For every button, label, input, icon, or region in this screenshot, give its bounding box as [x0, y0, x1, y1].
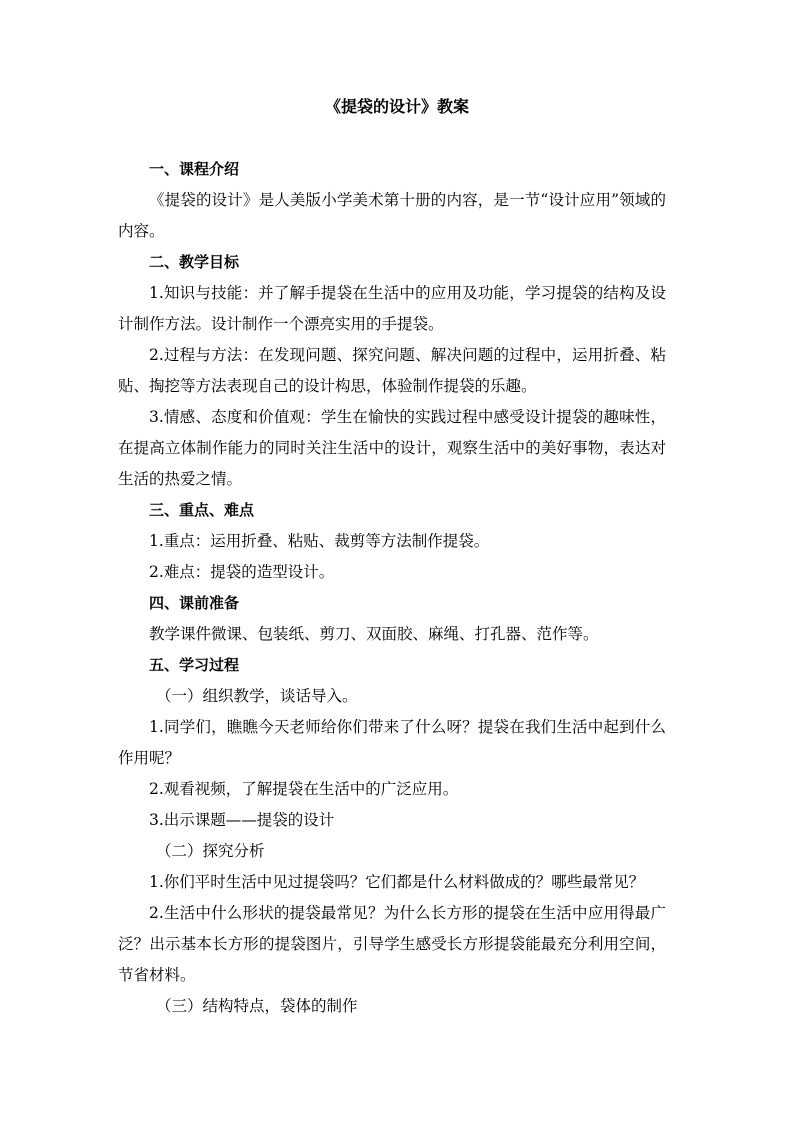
paragraph: 2.难点：提袋的造型设计。 — [149, 563, 335, 581]
section-heading-goals: 二、教学目标 — [149, 253, 240, 271]
paragraph: 3.情感、态度和价值观：学生在愉快的实践过程中感受设计提袋的趣味性，在提高立体制作能力的同时关注生活中的设计，观察生活中的美好事物，表达对生活的热爱之情。 — [118, 408, 666, 488]
subsection-heading: （二）探究分析 — [156, 842, 265, 860]
paragraph: 1.同学们，瞧瞧今天老师给你们带来了什么呀？提袋在我们生活中起到什么作用呢？ — [118, 718, 666, 767]
document-body — [118, 154, 666, 1022]
document-title: 《提袋的设计》教案 — [324, 97, 469, 116]
paragraph: 2.生活中什么形状的提袋最常见？为什么长方形的提袋在生活中应用得最广泛？出示基本长方形的提袋图片，引导学生感受长方形提袋能最充分利用空间，节省材料。 — [118, 904, 666, 984]
section-heading-intro: 一、课程介绍 — [149, 160, 240, 178]
paragraph: 1.知识与技能：并了解手提袋在生活中的应用及功能，学习提袋的结构及设计制作方法。设计制作一个漂亮实用的手提袋。 — [118, 284, 666, 333]
section-heading-keypoints: 三、重点、难点 — [149, 501, 255, 519]
paragraph: 1.重点：运用折叠、粘贴、裁剪等方法制作提袋。 — [149, 532, 490, 550]
paragraph: 3.出示课题——提袋的设计 — [149, 811, 335, 829]
paragraph: 教学课件微课、包装纸、剪刀、双面胶、麻绳、打孔器、范作等。 — [149, 625, 599, 643]
subsection-heading: （三）结构特点，袋体的制作 — [156, 997, 358, 1015]
subsection-heading: （一）组织教学，谈话导入。 — [156, 687, 358, 705]
paragraph: 2.过程与方法：在发现问题、探究问题、解决问题的过程中，运用折叠、粘贴、掏挖等方法表现自己的设计构思，体验制作提袋的乐趣。 — [118, 346, 666, 395]
paragraph: 1.你们平时生活中见过提袋吗？它们都是什么材料做成的？哪些最常见？ — [149, 873, 645, 891]
section-heading-process: 五、学习过程 — [149, 656, 240, 674]
section-heading-preparation: 四、课前准备 — [149, 594, 240, 612]
paragraph: 《提袋的设计》是人美版小学美术第十册的内容，是一节“设计应用”领域的内容。 — [118, 191, 666, 240]
paragraph: 2.观看视频，了解提袋在生活中的广泛应用。 — [149, 780, 459, 798]
